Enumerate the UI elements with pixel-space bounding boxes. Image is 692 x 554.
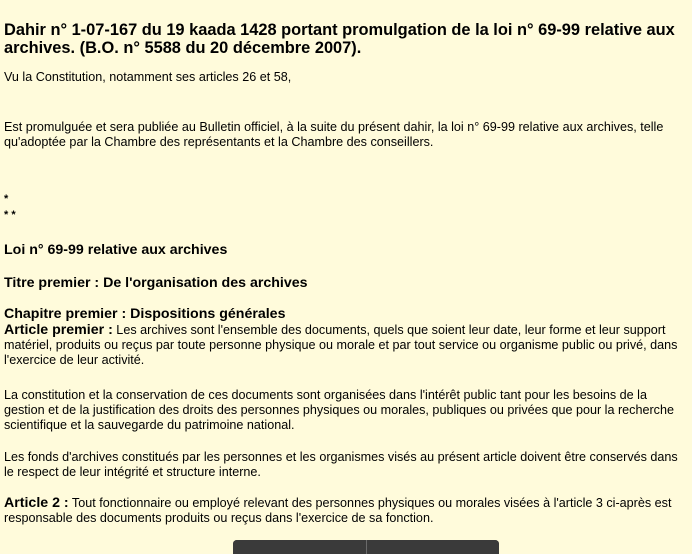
article-1-paragraph	[4, 323, 688, 368]
article-1-paragraph-3: Les fonds d'archives constitués par les personnes et les organismes visés au présent article doivent être conservés dans le respect de leur intégrité et structure interne.	[4, 450, 678, 479]
promulgation-paragraph: Est promulguée et sera publiée au Bulletin officiel, à la suite du présent dahir, la loi n° 69-99 relative aux archives, telle qu'adoptée par la Chambre des représentants et la Chambre des conseillers.	[4, 120, 664, 149]
toolbar-left-button[interactable]	[233, 540, 366, 554]
bottom-toolbar	[233, 540, 499, 554]
article-2-label: Article 2 :	[4, 495, 69, 511]
preamble-paragraph: Vu la Constitution, notamment ses articles 26 et 58,	[4, 70, 292, 84]
document-title: Dahir n° 1-07-167 du 19 kaada 1428 portant promulgation de la loi n° 69-99 relative aux archives. (B.O. n° 5588 du 20 décembre 2007).	[4, 21, 675, 57]
chapitre-heading: Chapitre premier : Dispositions générales	[4, 306, 286, 322]
titre-heading: Titre premier : De l'organisation des archives	[4, 275, 308, 291]
article-2-paragraph	[4, 496, 688, 526]
article-1-paragraph-2: La constitution et la conservation de ces documents sont organisées dans l'intérêt public tant pour les besoins de la gestion et de la justification des droits des personnes physiques ou morales, publiques ou privées que pour la recherche scientifique et la sauvegarde du patrimoine national.	[4, 388, 674, 432]
law-title: Loi n° 69-99 relative aux archives	[4, 242, 228, 258]
article-2-text: Tout fonctionnaire ou employé relevant des personnes physiques ou morales visées à l'article 3 ci-après est responsable des documents produits ou reçus dans l'exercice de sa fonction.	[4, 496, 672, 525]
article-1-label: Article premier :	[4, 322, 113, 338]
separator-stars: * *	[4, 209, 16, 221]
toolbar-right-button[interactable]	[366, 540, 500, 554]
separator-star: *	[4, 193, 9, 205]
article-1-text: Les archives sont l'ensemble des documents, quels que soient leur date, leur forme et leur support matériel, produits ou reçus par toute personne physique ou morale et par tout service ou organisme public ou privé, dans l'exercice de leur activité.	[4, 323, 678, 367]
